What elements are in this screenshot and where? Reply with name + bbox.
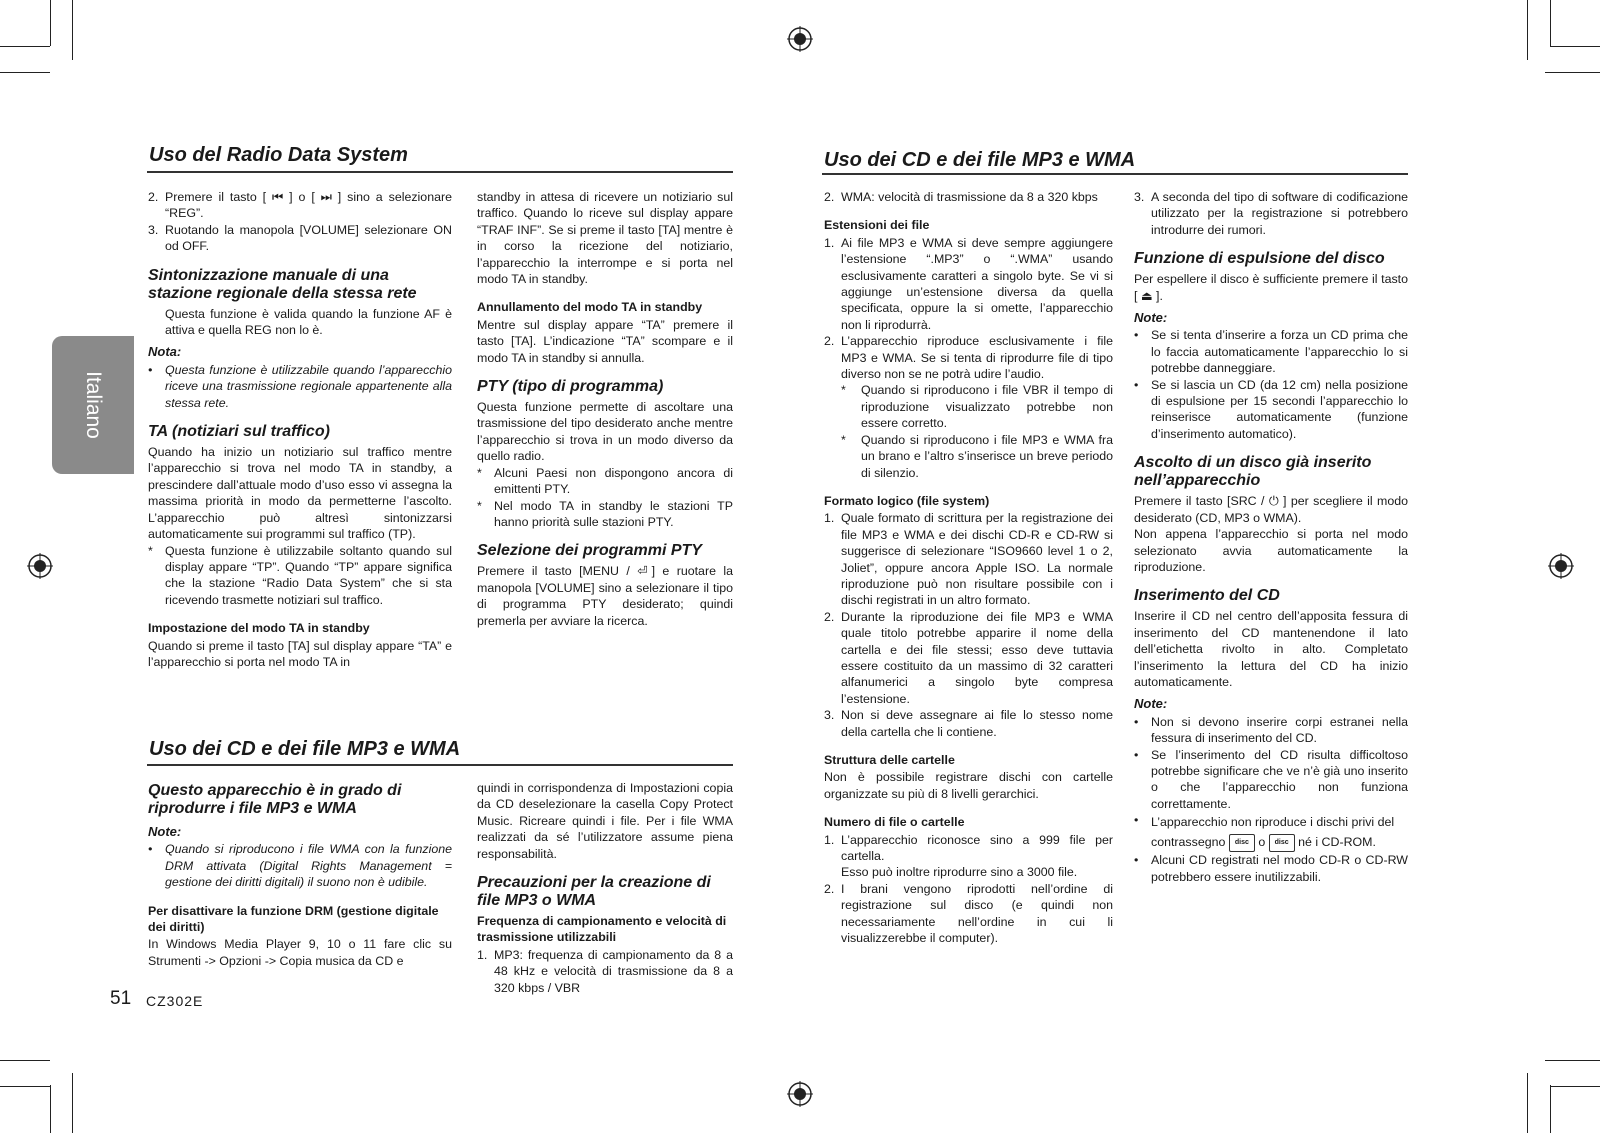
note-heading: Nota:: [148, 344, 182, 360]
list-item: • Se si lascia un CD (da 12 cm) nella posizione di espulsione per 15 secondi l’apparecchio lo reinserisce automaticamente (funzione d’inserimento automatico).: [1134, 377, 1408, 441]
list-item: 2. L’apparecchio riproduce esclusivamente i file MP3 e WMA. Se si tenta di riprodurre file di tipo diverso non se ne potrà udire l’audio.: [824, 334, 1113, 382]
paragraph: Non appena l’apparecchio si porta nel modo selezionato avvia automaticamente la riproduzione.: [1134, 527, 1408, 574]
list-item: 1. MP3: frequenza di campionamento da 8 a 48 kHz e velocità di trasmissione da 8 a 320 kbps / VBR: [477, 947, 733, 995]
registration-mark-icon: [787, 1081, 813, 1107]
column-1: [148, 189, 452, 670]
column-2: [477, 189, 733, 629]
crop-mark: [1527, 1073, 1528, 1133]
crop-mark: [0, 1060, 50, 1061]
paragraph: Questa funzione permette di ascoltare una trasmissione del tipo desiderato anche mentre l’apparecchio si trova in un modo diverso da quello radio.: [477, 400, 733, 464]
paragraph: standby in attesa di ricevere un notiziario sul traffico. Quando lo riceve sul display appare “TRAF INF”. Se si preme il tasto [TA] mentre è in corso la ricezione del notiziario, l’apparecchio la interrompe e si porta nel modo TA in standby.: [477, 190, 733, 287]
subheading: Estensioni dei file: [824, 218, 930, 233]
subheading: Annullamento del modo TA in standby: [477, 300, 703, 315]
list-item: * Quando si riproducono i file VBR il tempo di riproduzione visualizzato potrebbe non essere corretto.: [841, 383, 1113, 431]
column-1-bottom: [148, 770, 452, 969]
crop-mark: [0, 72, 50, 73]
paragraph: quindi in corrispondenza di Impostazioni copia da CD deselezionare la casella Copy Protect Music. Ricreare quindi i file. Per i file WMA realizzati da sé l’utilizzatore assume piena responsabilità.: [477, 781, 733, 861]
title-rule: [822, 173, 1408, 175]
subheading: Numero di file o cartelle: [824, 815, 965, 830]
crop-mark: [50, 1085, 51, 1133]
paragraph: Esso può inoltre riprodurre sino a 3000 file.: [841, 865, 1078, 880]
heading: Selezione dei programmi PTY: [477, 542, 702, 560]
list-item: * Nel modo TA in standby le stazioni TP hanno priorità sulle stazioni PTY.: [477, 498, 733, 529]
subheading: Per disattivare la funzione DRM (gestione digitale dei diritti): [148, 903, 439, 935]
compact-disc-text-logo-icon: disc: [1269, 834, 1295, 852]
paragraph: Questa funzione è valida quando la funzione AF è attiva e quella REG non lo è.: [165, 306, 452, 338]
heading: Precauzioni per la creazione di file MP3 o WMA: [477, 874, 711, 910]
registration-mark-icon: [1548, 553, 1574, 579]
list-item: * Quando si riproducono i file MP3 e WMA fra un brano e l’altro s’inserisce un breve periodo di silenzio.: [841, 432, 1113, 480]
heading: Inserimento del CD: [1134, 587, 1280, 605]
paragraph: Mentre sul display appare “TA” premere il tasto [TA]. L’indicazione “TA” scompare e il modo TA in standby si annulla.: [477, 317, 733, 365]
list-item: 3. A seconda del tipo di software di codificazione utilizzato per la registrazione si potrebbero introdurre dei rumori.: [1134, 190, 1408, 237]
column-4: [1134, 189, 1408, 885]
list-item: 3. Ruotando la manopola [VOLUME] selezionare ON od OFF.: [148, 222, 452, 254]
crop-mark: [1550, 46, 1600, 47]
crop-mark: [1545, 72, 1600, 73]
crop-mark: [50, 0, 51, 46]
paragraph: Quando si preme il tasto [TA] sul display appare “TA” e l’apparecchio si porta nel modo TA in: [148, 638, 452, 669]
title-rule: [147, 764, 733, 766]
subheading: Frequenza di campionamento e velocità di trasmissione utilizzabili: [477, 914, 727, 945]
section-title-cd-right: Uso dei CD e dei file MP3 e WMA: [824, 149, 1136, 171]
paragraph: Per espellere il disco è sufficiente premere il tasto [ ⏏ ].: [1134, 272, 1408, 303]
heading: TA (notiziari sul traffico): [148, 423, 330, 441]
note-heading: Note:: [1134, 310, 1168, 326]
crop-mark: [1527, 0, 1528, 60]
list-item: 2. Premere il tasto [ ⏮ ] o [ ⏭ ] sino a selezionare “REG”.: [148, 190, 452, 221]
list-item: 2. Durante la riproduzione dei file MP3 e WMA quale titolo potrebbe apparire il nome della cartella e dei file stessi; esso deve tuttavia essere costituito da un massimo di 32 caratteri alfanumerici a singolo byte compresa l’estensione.: [824, 609, 1113, 706]
page-number: 51: [110, 988, 132, 1009]
column-2-bottom: [477, 780, 733, 996]
section-title-rds: Uso del Radio Data System: [149, 144, 408, 166]
crop-mark: [0, 46, 50, 47]
list-item: 2. WMA: velocità di trasmissione da 8 a 320 kbps: [824, 190, 1098, 204]
model-name: CZ302E: [146, 993, 204, 1009]
paragraph: Premere il tasto [SRC / ⏻ ] per scegliere il modo desiderato (CD, MP3 o WMA).: [1134, 494, 1408, 525]
paragraph: Premere il tasto [MENU / ⏎] e ruotare la manopola [VOLUME] sino a selezionare il tipo di programma PTY desiderato; quindi premerla per avviare la ricerca.: [477, 564, 733, 628]
language-tab: Italiano: [52, 336, 134, 474]
list-item: • L’apparecchio non riproduce i dischi privi del contrassegno disc o disc né i CD-ROM.: [1134, 812, 1408, 852]
list-item: 1. L’apparecchio riconosce sino a 999 file per cartella.: [824, 832, 1113, 864]
heading: PTY (tipo di programma): [477, 378, 664, 396]
list-item: • Alcuni CD registrati nel modo CD-R o CD-RW potrebbero essere inutilizzabili.: [1134, 853, 1408, 884]
crop-mark: [1550, 1086, 1600, 1087]
compact-disc-logo-icon: disc: [1229, 834, 1255, 852]
list-item: • Non si devono inserire corpi estranei nella fessura di inserimento del CD.: [1134, 714, 1408, 746]
subheading: Formato logico (file system): [824, 493, 990, 508]
heading: Funzione di espulsione del disco: [1134, 250, 1385, 268]
registration-mark-icon: [27, 553, 53, 579]
list-item: 3. Non si deve assegnare ai file lo stesso nome della cartella che li contiene.: [824, 708, 1113, 739]
note-heading: Note:: [148, 824, 182, 839]
list-item: • Questa funzione è utilizzabile quando l’apparecchio riceve una trasmissione regionale appartenente alla stessa rete.: [148, 362, 452, 410]
list-item: * Alcuni Paesi non dispongono ancora di emittenti PTY.: [477, 465, 733, 497]
crop-mark: [72, 0, 73, 60]
paragraph: In Windows Media Player 9, 10 o 11 fare clic su Strumenti -> Opzioni -> Copia musica da CD e: [148, 937, 452, 968]
list-item: • Quando si riproducono i file WMA con la funzione DRM attivata (Digital Rights Management = gestione dei diritti digitali) il suono non è udibile.: [148, 842, 452, 890]
heading: Sintonizzazione manuale di una stazione regionale della stessa rete: [148, 266, 417, 302]
subheading: Struttura delle cartelle: [824, 753, 955, 767]
list-item: 2. I brani vengono riprodotti nell’ordine di registrazione sul disco (e quindi non necessariamente nell’ordine in cui li visualizzerebbe il computer).: [824, 881, 1113, 946]
title-rule: [147, 171, 733, 173]
paragraph: Inserire il CD nel centro dell’apposita fessura di inserimento del CD mantenendone il lato dell’etichetta rivolto in alto. Completato l’inserimento la lettura del CD ha inizio automaticamente.: [1134, 609, 1408, 689]
heading: Ascolto di un disco già inserito nell’apparecchio: [1134, 454, 1372, 490]
list-item: * Questa funzione è utilizzabile soltanto quando sul display appare “TP”. Quando “TP” appare significa che la stazione “Radio Data System” che si sta ricevendo trasmette notiziari sul traffico.: [148, 543, 452, 607]
list-item: 1. Quale formato di scrittura per la registrazione dei file MP3 e WMA e dei dischi CD-R e CD-RW si suggerisce di selezionare “ISO9660 level 1 o 2, Joliet”, oppure ancora Apple ISO. La normale riproduzione può non risultare possibile con i dischi registrati in un altro formato.: [824, 511, 1113, 608]
list-item: 1. Ai file MP3 e WMA si deve sempre aggiungere l’estensione “.MP3” o “.WMA” usando esclusivamente caratteri a singolo byte. Se vi si aggiunge un’estensione diversa da quella specificata, oppure la si omette, l’apparecchio non li riprodurrà.: [824, 235, 1113, 332]
subheading: Impostazione del modo TA in standby: [148, 621, 370, 636]
list-item: • Se si tenta d’inserire a forza un CD prima che lo faccia automaticamente l’apparecchio lo si potrebbe danneggiare.: [1134, 328, 1408, 376]
paragraph: Non è possibile registrare dischi con cartelle organizzate su più di 8 livelli gerarchici.: [824, 770, 1113, 801]
registration-mark-icon: [787, 26, 813, 52]
column-3: [824, 189, 1113, 946]
crop-mark: [1550, 0, 1551, 46]
crop-mark: [1550, 1085, 1551, 1133]
section-title-cd-left: Uso dei CD e dei file MP3 e WMA: [149, 738, 461, 760]
list-item: • Se l’inserimento del CD risulta difficoltoso potrebbe significare che ve n’è già uno inserito o che l’apparecchio non funziona correttamente.: [1134, 747, 1408, 811]
paragraph: Quando ha inizio un notiziario sul traffico mentre l’apparecchio si trova nel modo TA in standby, a prescindere dall’attuale modo d’uso esso vi assegna la massima priorità in modo da permetterne l’ascolto. L’apparecchio può altresì sintonizzarsi automaticamente sui programmi sul traffico (TP).: [148, 445, 452, 542]
crop-mark: [1545, 1060, 1600, 1061]
heading: Questo apparecchio è in grado di riprodurre i file MP3 e WMA: [148, 782, 402, 817]
crop-mark: [72, 1073, 73, 1133]
crop-mark: [0, 1086, 50, 1087]
note-heading: Note:: [1134, 696, 1168, 712]
